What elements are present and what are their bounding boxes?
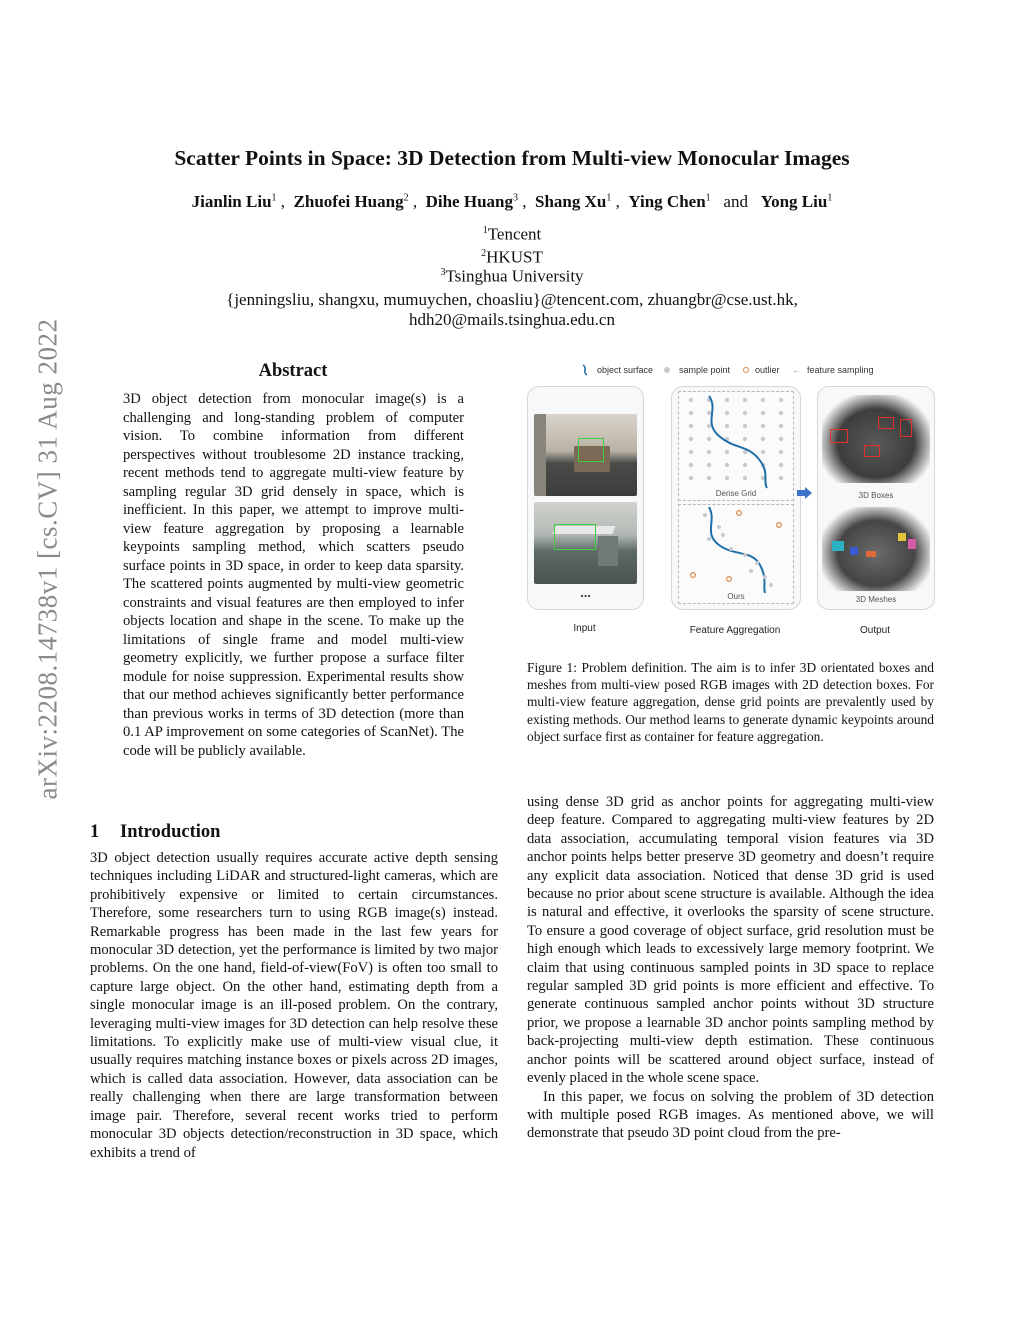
affiliation: $^1$Tencent	[482, 224, 542, 244]
grid-point	[689, 398, 693, 402]
outlier-point	[737, 511, 742, 516]
arrow-right-icon	[797, 486, 813, 498]
email-block	[0, 290, 1024, 330]
sample-point	[703, 513, 707, 517]
author-name: Shang Xu	[534, 192, 607, 211]
email-line: hdh20@mails.tsinghua.edu.cn	[409, 310, 615, 329]
grid-point	[743, 476, 747, 480]
grid-point	[779, 424, 783, 428]
affiliation: $^2$HKUST	[481, 247, 543, 267]
body-column-right	[527, 793, 934, 1143]
outlier-point	[777, 523, 782, 528]
grid-point	[761, 437, 765, 441]
grid-point	[779, 463, 783, 467]
object-surface-curve	[709, 396, 767, 488]
grid-point	[725, 424, 729, 428]
input-photo-2	[534, 502, 637, 584]
grid-point	[743, 437, 747, 441]
sample-point-icon	[664, 367, 670, 373]
input-label: Input	[573, 623, 596, 634]
arrow-left-icon: ←	[792, 365, 801, 375]
grid-point	[779, 450, 783, 454]
paragraph: 3D object detection usually requires accurate active depth sensing techniques including LiDAR and structured-light cameras, which are prohibitively expensive or limited to certain circumstances. Therefore, some researchers turn to using RGB image(s) instead. Remarkable progress has been made in the last few years for monocular 3D detection, yet the performance is limited by two major problems. On the one hand, field-of-view(FoV) is often too small to capture large object. On the other hand, estimating depth from a single monocular image is an ill-posed problem. On the contrary, leveraging multi-view images for 3D detection can help resolve these limitations. To explicitly make use of multi-view visual clue, it usually requires matching instance boxes or pixels across 2D images, which is called data association. However, data association can be really challenging when there are large transformation between image pair. Therefore, several recent works tried to perform monocular 3D objects detection/reconstruction in 3D space, which exhibits a trend of	[90, 850, 498, 1161]
sample-point	[717, 525, 721, 529]
grid-point	[761, 398, 765, 402]
meshes-render	[822, 507, 930, 591]
grid-point	[779, 398, 783, 402]
meshes-label: 3D Meshes	[855, 595, 897, 604]
feature-aggregation-panel	[671, 386, 801, 610]
ours-box	[678, 504, 794, 604]
paper-title: Scatter Points in Space: 3D Detection from Multi-view Monocular Images	[174, 146, 850, 170]
figure-1	[527, 362, 934, 642]
grid-point	[725, 463, 729, 467]
grid-point	[761, 450, 765, 454]
sample-point	[721, 533, 725, 537]
author-name: Ying Chen	[628, 192, 706, 211]
sample-point	[749, 569, 753, 573]
grid-point	[689, 424, 693, 428]
grid-point	[779, 411, 783, 415]
abstract-heading: Abstract	[258, 361, 328, 381]
grid-point	[779, 437, 783, 441]
grid-point	[725, 411, 729, 415]
author-name: Jianlin Liu	[191, 192, 272, 211]
grid-point	[707, 411, 711, 415]
dense-grid-box	[678, 391, 794, 501]
author-list: Jianlin Liu$^1$ , Zhuofei Huang$^2$ , Dihe Huang$^3$ , Shang Xu$^1$ , Ying Chen$^1$ and Yong Liu$^1$	[191, 192, 833, 211]
legend-sample-point: sample point	[679, 365, 731, 375]
ours-label: Ours	[727, 592, 745, 601]
paragraph: using dense 3D grid as anchor points for aggregating multi-view deep feature. Compared to aggregating multi-view features by 2D data association, accumulating temporal vision features via 3D anchor points helps better preserve 3D geometry and doesn’t require any explicit data association. Noticed that dense 3D grid is used because no prior about scene structure is available. Although the idea is natural and effective, it overlooks the sparsity of scene structure. To ensure a good coverage of object surface, grid resolution must be high enough which leads to excessively large memory footprint. We claim that using continuous sampled points in 3D space to replace regular sampled 3D grid points is more efficient and effective. To generate continuous sampled anchor points without 3D structure prior, we propose a learnable 3D anchor points sampling method by back-projecting multi-view depth estimation. These continuous anchor points will be scattered around object surface, instead of evenly placed in the whole scene space.	[527, 794, 934, 1087]
grid-point	[707, 476, 711, 480]
grid-point	[707, 437, 711, 441]
grid-point	[689, 450, 693, 454]
sample-point	[763, 575, 767, 579]
legend-curve-icon	[581, 364, 589, 378]
email-line: {jenningsliu, shangxu, mumuychen, choasliu}@tencent.com, zhuangbr@cse.ust.hk,	[226, 290, 798, 309]
author-name: Zhuofei Huang	[293, 192, 404, 211]
author-name: Yong Liu	[760, 192, 828, 211]
legend-feature-sampling: feature sampling	[807, 365, 874, 375]
sample-point	[729, 547, 733, 551]
sample-point	[755, 561, 759, 565]
body-column-left	[90, 849, 498, 1162]
section-heading	[90, 822, 220, 843]
grid-point	[707, 450, 711, 454]
grid-point	[761, 411, 765, 415]
outlier-icon	[743, 367, 749, 373]
dense-grid-diagram	[679, 392, 793, 490]
arxiv-stamp: arXiv:2208.14738v1 [cs.CV] 31 Aug 2022	[32, 318, 63, 800]
input-panel	[527, 386, 644, 610]
author-name: Dihe Huang	[425, 192, 513, 211]
input-photo-1	[534, 414, 637, 496]
grid-point	[689, 411, 693, 415]
dense-grid-label: Dense Grid	[715, 489, 757, 498]
grid-point	[725, 450, 729, 454]
output-panel	[817, 386, 935, 610]
grid-point	[761, 424, 765, 428]
grid-point	[743, 463, 747, 467]
feature-aggregation-label: Feature Aggregation	[689, 625, 781, 636]
object-surface-curve	[709, 507, 765, 593]
and-word: and	[723, 192, 748, 211]
grid-point	[743, 411, 747, 415]
legend-outlier: outlier	[755, 365, 780, 375]
grid-point	[779, 476, 783, 480]
figure-legend	[527, 364, 934, 380]
grid-point	[689, 463, 693, 467]
ours-diagram	[679, 505, 793, 593]
grid-point	[689, 437, 693, 441]
grid-point	[707, 424, 711, 428]
output-label: Output	[859, 625, 891, 636]
sample-point	[769, 583, 773, 587]
sample-point	[743, 553, 747, 557]
grid-point	[743, 398, 747, 402]
section-title: Introduction	[120, 822, 221, 842]
paragraph: In this paper, we focus on solving the problem of 3D detection with multiple posed RGB images. As mentioned above, we will demonstrate that pseudo 3D point cloud from the pre-	[527, 1088, 934, 1142]
outlier-point	[691, 573, 696, 578]
outlier-point	[727, 577, 732, 582]
boxes-label: 3D Boxes	[858, 491, 894, 500]
boxes-render	[822, 395, 930, 483]
grid-point	[689, 476, 693, 480]
affiliation: $^3$Tsinghua University	[440, 266, 584, 286]
grid-point	[707, 463, 711, 467]
grid-point	[725, 398, 729, 402]
section-number: 1	[90, 822, 100, 842]
ellipsis: ...	[580, 585, 591, 600]
grid-point	[725, 476, 729, 480]
sample-point	[707, 537, 711, 541]
figure-caption: Figure 1: Problem definition. The aim is to infer 3D orientated boxes and meshes from multi-view posed RGB images with 2D detection boxes. For multi-view feature aggregation, dense grid points are prevalently used by existing methods. Our method learns to generate dynamic keypoints around object surface first as container for feature aggregation.	[527, 660, 934, 744]
abstract-text: 3D object detection from monocular image(s) is a challenging and long-standing problem of computer vision. To combine information from different perspectives without troublesome 2D instance tracking, recent methods tend to aggregate multi-view feature by sampling regular 3D grid densely in space, which is inefficient. In this paper, we attempt to improve multi-view feature aggregation by proposing a learnable keypoints sampling method, which scatters pseudo surface points in 3D space, in order to keep data sparsity. The scattered points augmented by multi-view geometric constraints and visual features are then employed to infer objects location and shape in the scene. To make up the limitations of single frame and model multi-view geometry explicitly, we further propose a surface filter module for noise suppression. Experimental results show that our method achieves significantly better performance than previous works in terms of 3D detection (more than 0.1 AP improvement on some categories of ScanNet). The code will be publicly available.	[123, 391, 464, 759]
legend-object-surface: object surface	[597, 365, 654, 375]
grid-point	[743, 424, 747, 428]
